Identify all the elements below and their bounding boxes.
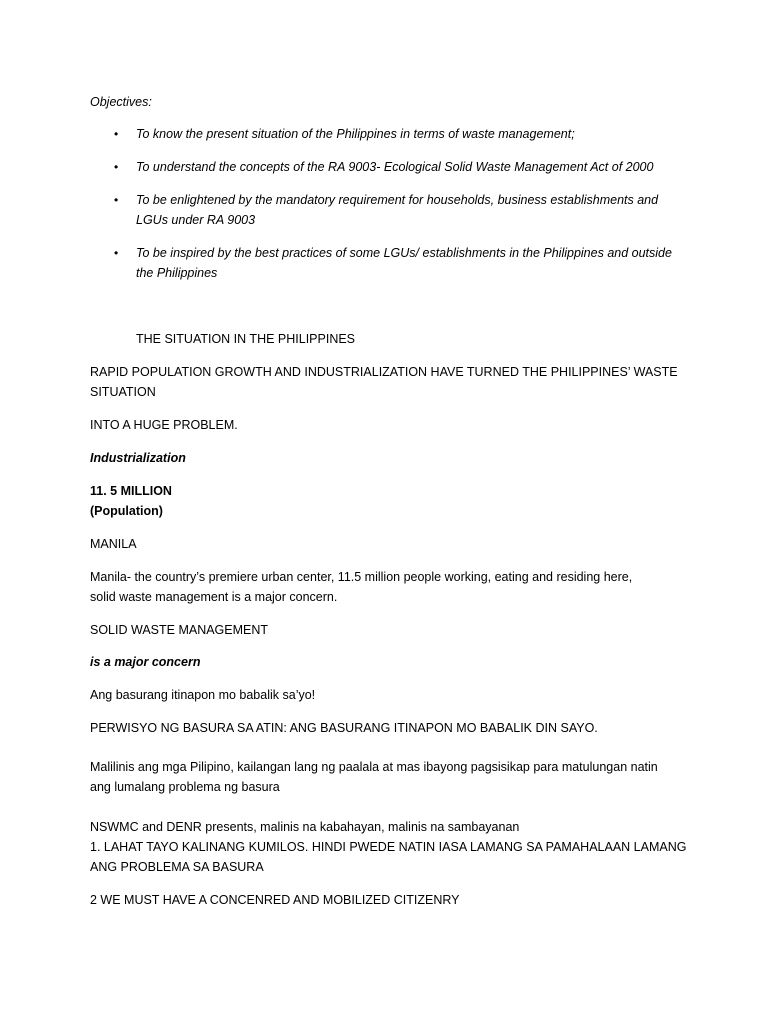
paragraph-line: solid waste management is a major concern. — [90, 590, 338, 604]
paragraph-line: INTO A HUGE PROBLEM. — [90, 418, 238, 432]
objective-item: To be inspired by the best practices of some LGUs/ establishments in the Philippines and outside the Philippines — [136, 246, 672, 280]
objective-item: To be enlightened by the mandatory requirement for households, business establishments and LGUs under RA 9003 — [136, 193, 659, 227]
paragraph-line: 1. LAHAT TAYO KALINANG KUMILOS. HINDI PWEDE NATIN IASA LAMANG SA PAMAHALAAN LAMANG — [90, 840, 687, 854]
bullet-icon: • — [114, 127, 119, 141]
objectives-heading: Objectives: — [90, 95, 152, 109]
paragraph-line: MANILA — [90, 537, 137, 551]
paragraph-line: ANG PROBLEMA SA BASURA — [90, 860, 264, 874]
paragraph-line: 2 WE MUST HAVE A CONCENRED AND MOBILIZED CITIZENRY — [90, 893, 460, 907]
paragraph-line: SITUATION — [90, 385, 156, 399]
paragraph-line: Industrialization — [90, 451, 186, 465]
paragraph-line: (Population) — [90, 504, 163, 518]
paragraph-line: SOLID WASTE MANAGEMENT — [90, 623, 269, 637]
objective-item: To know the present situation of the Philippines in terms of waste management; — [136, 127, 575, 141]
paragraph-line: ang lumalang problema ng basura — [90, 780, 280, 794]
bullet-icon: • — [114, 193, 119, 207]
paragraph-line: NSWMC and DENR presents, malinis na kabahayan, malinis na sambayanan — [90, 820, 520, 834]
paragraph-line: 11. 5 MILLION — [90, 484, 172, 498]
section-heading: THE SITUATION IN THE PHILIPPINES — [136, 332, 356, 346]
bullet-icon: • — [114, 246, 119, 260]
paragraph-line: RAPID POPULATION GROWTH AND INDUSTRIALIZATION HAVE TURNED THE PHILIPPINES’ WASTE — [90, 365, 678, 379]
paragraph-line: Manila- the country’s premiere urban center, 11.5 million people working, eating and residing here, — [90, 570, 633, 584]
paragraph-line: Ang basurang itinapon mo babalik sa’yo! — [90, 688, 316, 702]
paragraph-line: PERWISYO NG BASURA SA ATIN: ANG BASURANG ITINAPON MO BABALIK DIN SAYO. — [90, 721, 598, 735]
paragraph-line: is a major concern — [90, 655, 201, 669]
objective-item: To understand the concepts of the RA 9003- Ecological Solid Waste Management Act of 2000 — [136, 160, 654, 174]
bullet-icon: • — [114, 160, 119, 174]
paragraph-line: Malilinis ang mga Pilipino, kailangan lang ng paalala at mas ibayong pagsisikap para matulungan natin — [90, 760, 658, 774]
